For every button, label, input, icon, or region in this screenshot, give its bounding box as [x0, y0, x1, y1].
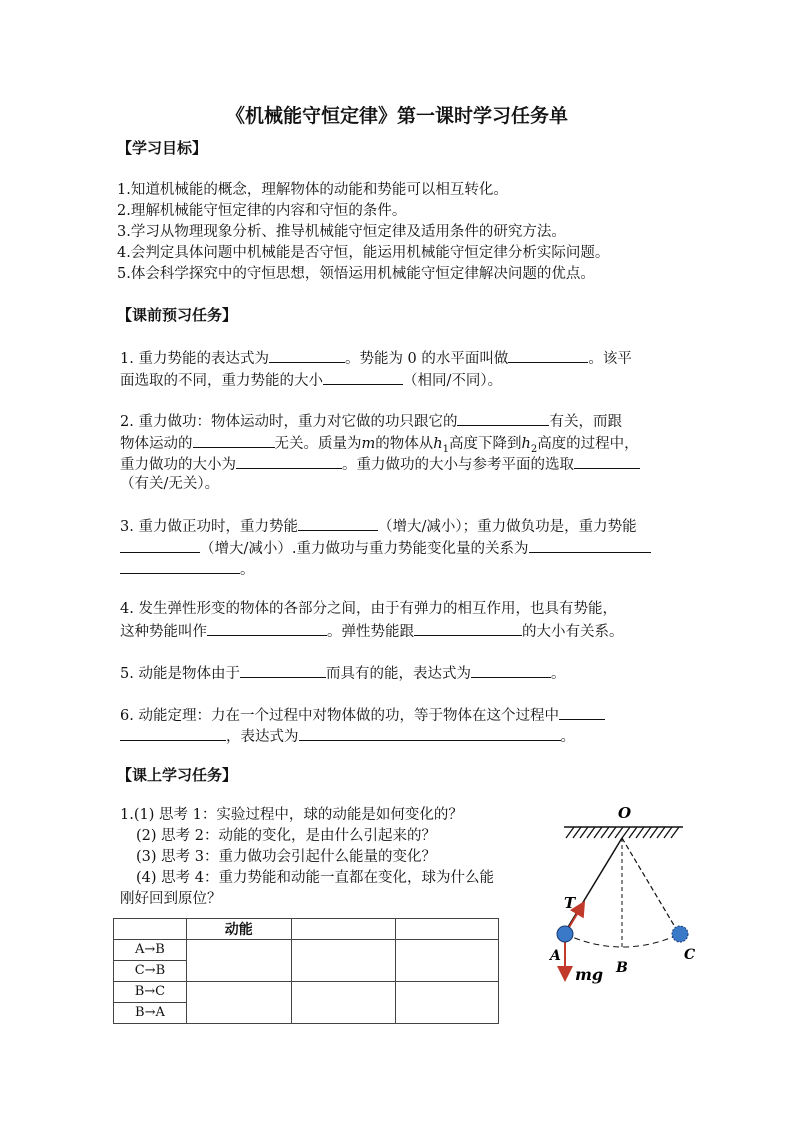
pendulum-diagram — [540, 800, 700, 1000]
goal-item: 3.学习从物理现象分析、推导机械能守恒定律及适用条件的研究方法。 — [117, 224, 566, 240]
answer-blank[interactable] — [471, 662, 551, 678]
question-2-line-2: 物体运动的 无关。质量为m的物体从$h_1$高度下降到$h_2$高度的过程中， — [120, 432, 639, 460]
answer-blank[interactable] — [574, 453, 640, 469]
table-cell[interactable] — [291, 940, 396, 982]
answer-blank[interactable] — [236, 453, 342, 469]
answer-blank[interactable] — [298, 515, 378, 531]
table-row-label: B→A — [114, 1003, 187, 1024]
question-2-line-3: 重力做功的大小为 。重力做功的大小与参考平面的选取 — [120, 453, 640, 475]
goal-item: 2.理解机械能守恒定律的内容和守恒的条件。 — [117, 203, 407, 219]
label-c: C — [684, 947, 696, 963]
question-4-line-1: 4. 发生弹性形变的物体的各部分之间，由于有弹力的相互作用，也具有势能， — [120, 601, 617, 617]
string-to-c — [622, 838, 678, 932]
ball-a — [557, 926, 573, 942]
table-row-label: A→B — [114, 940, 187, 961]
table-cell[interactable] — [186, 982, 291, 1024]
table-header-row — [114, 919, 499, 940]
table-header-cell — [114, 919, 187, 940]
label-mg: mg — [575, 965, 604, 984]
answer-blank[interactable] — [269, 347, 345, 363]
answer-blank[interactable] — [120, 558, 240, 574]
answer-blank[interactable] — [508, 347, 588, 363]
label-a: A — [550, 948, 561, 964]
goal-item: 4.会判定具体问题中机械能是否守恒，能运用机械能守恒定律分析实际问题。 — [117, 245, 610, 261]
section-goals: 【学习目标】 — [117, 139, 208, 157]
answer-blank[interactable] — [529, 537, 651, 553]
answer-blank[interactable] — [299, 725, 561, 741]
question-5: 5. 动能是物体由于 而具有的能，表达式为 。 — [120, 662, 565, 684]
question-3-line-3: 。 — [120, 558, 255, 580]
table-header-cell — [291, 919, 396, 940]
answer-blank[interactable] — [120, 537, 200, 553]
label-o: O — [618, 804, 632, 822]
table-cell[interactable] — [396, 982, 499, 1024]
ceiling-hatch — [566, 827, 679, 838]
table-row — [114, 982, 499, 1003]
question-2-line-4: （有关/无关）。 — [120, 476, 220, 492]
think-item: (4) 思考 4：重力势能和动能一直都在变化，球为什么能 — [136, 870, 494, 886]
answer-blank[interactable] — [207, 620, 327, 636]
question-6-line-1: 6. 动能定理：力在一个过程中对物体做的功，等于物体在这个过程中 — [120, 704, 605, 726]
goal-item: 5.体会科学探究中的守恒思想，领悟运用机械能守恒定律解决问题的优点。 — [117, 266, 595, 282]
label-t: T — [564, 894, 576, 912]
think-item: 刚好回到原位？ — [120, 891, 222, 907]
page-title: 《机械能守恒定律》第一课时学习任务单 — [225, 105, 568, 127]
answer-blank[interactable] — [559, 704, 605, 720]
answer-blank[interactable] — [457, 410, 549, 426]
answer-blank[interactable] — [414, 620, 522, 636]
question-2-line-1: 2. 重力做功：物体运动时，重力对它做的功只跟它的 有关，而跟 — [120, 410, 622, 432]
question-3-line-1: 3. 重力做正功时，重力势能 （增大/减小）；重力做负功是，重力势能 — [120, 515, 637, 537]
energy-table — [113, 918, 499, 1024]
section-pre: 【课前预习任务】 — [117, 306, 238, 324]
table-row-label: C→B — [114, 961, 187, 982]
table-header-cell: 动能 — [186, 919, 291, 940]
question-4-line-2: 这种势能叫作 。弹性势能跟 的大小有关系。 — [120, 620, 624, 642]
section-class: 【课上学习任务】 — [117, 766, 238, 784]
ball-c — [672, 926, 688, 942]
label-b: B — [616, 960, 628, 976]
answer-blank[interactable] — [240, 662, 326, 678]
table-cell[interactable] — [186, 940, 291, 982]
question-6-line-2: ，表达式为 。 — [120, 725, 575, 747]
think-item: 1.(1) 思考 1：实验过程中，球的动能是如何变化的？ — [120, 807, 463, 823]
answer-blank[interactable] — [120, 725, 226, 741]
table-row-label: B→C — [114, 982, 187, 1003]
table-cell[interactable] — [396, 940, 499, 982]
think-item: (3) 思考 3：重力做功会引起什么能量的变化？ — [136, 849, 436, 865]
think-item: (2) 思考 2：动能的变化，是由什么引起来的？ — [136, 828, 436, 844]
question-3-line-2: （增大/减小）.重力做功与重力势能变化量的关系为 — [120, 537, 651, 559]
table-row — [114, 940, 499, 961]
table-header-cell — [396, 919, 499, 940]
answer-blank[interactable] — [193, 432, 275, 448]
question-1-line-1: 1. 重力势能的表达式为 。势能为 0 的水平面叫做 。该平 — [120, 347, 632, 369]
question-1-line-2: 面选取的不同，重力势能的大小 （相同/不同）。 — [120, 369, 502, 391]
answer-blank[interactable] — [323, 369, 403, 385]
goal-item: 1.知道机械能的概念，理解物体的动能和势能可以相互转化。 — [117, 182, 508, 198]
table-cell[interactable] — [291, 982, 396, 1024]
